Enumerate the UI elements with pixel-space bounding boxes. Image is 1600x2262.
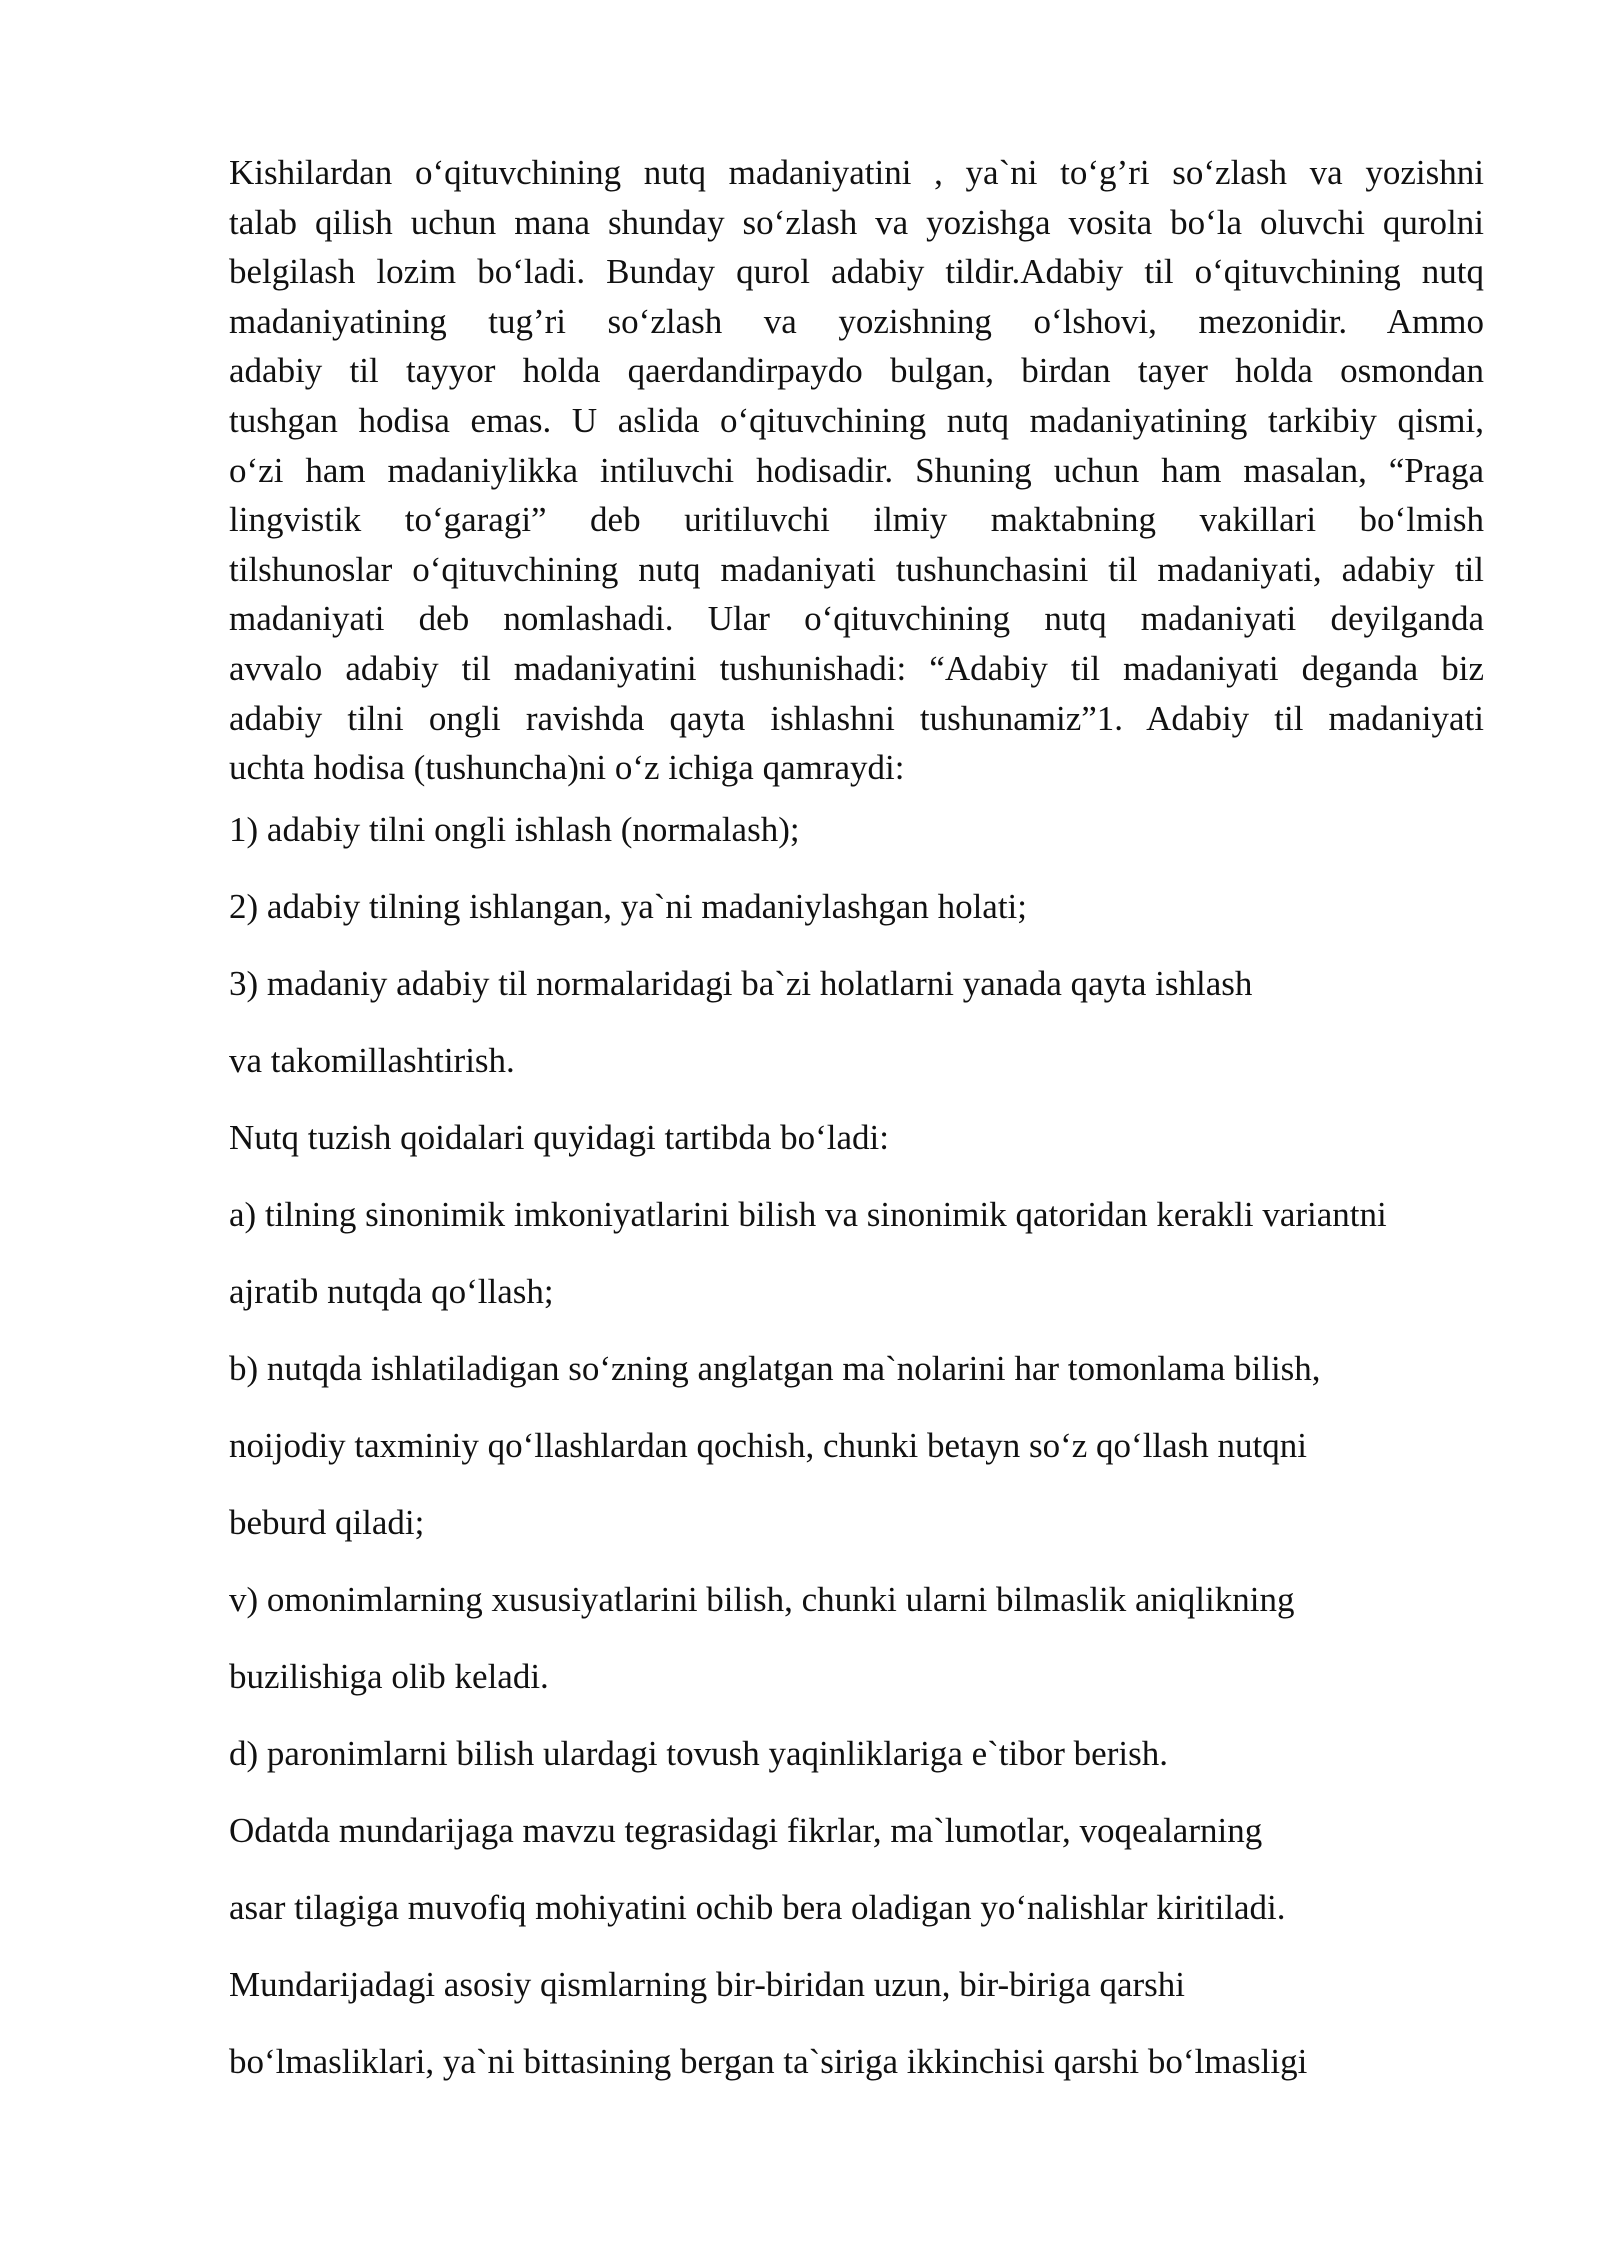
paragraph-line: belgilash lozim bo‘ladi. Bunday qurol adabiy tildir.Adabiy til o‘qituvchining nutq <box>229 252 1484 292</box>
paragraph-line: madaniyatining tug’ri so‘zlash va yozishning o‘lshovi, mezonidir. Ammo <box>229 301 1484 341</box>
rule-b-continuation: noijodiy taxminiy qo‘llashlardan qochish, chunki betayn so‘z qo‘llash nutqni <box>229 1425 1308 1465</box>
paragraph-line: adabiy til tayyor holda qaerdandirpaydo bulgan, birdan tayer holda osmondan <box>229 351 1484 391</box>
body-line: Mundarijadagi asosiy qismlarning bir-biridan uzun, bir-biriga qarshi <box>229 1964 1186 2004</box>
section-heading-nutq-tuzish: Nutq tuzish qoidalari quyidagi tartibda bo‘ladi: <box>229 1117 889 1157</box>
paragraph-line: madaniyati deb nomlashadi. Ular o‘qituvchining nutq madaniyati deyilganda <box>229 599 1484 639</box>
rule-b-continuation: beburd qiladi; <box>229 1502 425 1542</box>
intro-paragraph <box>229 148 1484 793</box>
paragraph-line: lingvistik to‘garagi” deb uritiluvchi ilmiy maktabning vakillari bo‘lmish <box>229 500 1484 540</box>
rule-v: v) omonimlarning xususiyatlarini bilish, chunki ularni bilmaslik aniqlikning <box>229 1579 1295 1619</box>
body-line: bo‘lmasliklari, ya`ni bittasining bergan ta`siriga ikkinchisi qarshi bo‘lmasligi <box>229 2041 1308 2081</box>
paragraph-line: uchta hodisa (tushuncha)ni o‘z ichiga qamraydi: <box>229 748 905 788</box>
paragraph-line: Kishilardan o‘qituvchining nutq madaniyatini , ya`ni to‘g’ri so‘zlash va yozishni <box>229 153 1484 192</box>
list-item-3-continuation: va takomillashtirish. <box>229 1040 515 1080</box>
body-line: Odatda mundarijaga mavzu tegrasidagi fikrlar, ma`lumotlar, voqealarning <box>229 1810 1263 1850</box>
paragraph-line: avvalo adabiy til madaniyatini tushunishadi: “Adabiy til madaniyati deganda biz <box>229 648 1484 688</box>
paragraph-line: o‘zi ham madaniylikka intiluvchi hodisadir. Shuning uchun ham masalan, “Praga <box>229 450 1484 490</box>
rule-a-continuation: ajratib nutqda qo‘llash; <box>229 1271 554 1311</box>
list-item-2: 2) adabiy tilning ishlangan, ya`ni madaniylashgan holati; <box>229 886 1028 926</box>
rule-b: b) nutqda ishlatiladigan so‘zning anglatgan ma`nolarini har tomonlama bilish, <box>229 1348 1321 1388</box>
paragraph-line: adabiy tilni ongli ravishda qayta ishlashni tushunamiz”1. Adabiy til madaniyati <box>229 698 1484 738</box>
list-item-3: 3) madaniy adabiy til normalaridagi ba`zi holatlarni yanada qayta ishlash <box>229 963 1253 1003</box>
rule-a: a) tilning sinonimik imkoniyatlarini bilish va sinonimik qatoridan kerakli variantni <box>229 1194 1387 1234</box>
body-line: asar tilagiga muvofiq mohiyatini ochib bera oladigan yo‘nalishlar kiritiladi. <box>229 1887 1286 1927</box>
rule-v-continuation: buzilishiga olib keladi. <box>229 1656 549 1696</box>
paragraph-line: talab qilish uchun mana shunday so‘zlash va yozishga vosita bo‘la oluvchi qurolni <box>229 202 1484 242</box>
paragraph-line: tushgan hodisa emas. U aslida o‘qituvchining nutq madaniyatining tarkibiy qismi, <box>229 400 1484 440</box>
document-body <box>229 148 1484 2086</box>
rule-d: d) paronimlarni bilish ulardagi tovush yaqinliklariga e`tibor berish. <box>229 1733 1168 1773</box>
paragraph-line: tilshunoslar o‘qituvchining nutq madaniyati tushunchasini til madaniyati, adabiy til <box>229 549 1484 589</box>
list-item-1: 1) adabiy tilni ongli ishlash (normalash); <box>229 809 800 849</box>
